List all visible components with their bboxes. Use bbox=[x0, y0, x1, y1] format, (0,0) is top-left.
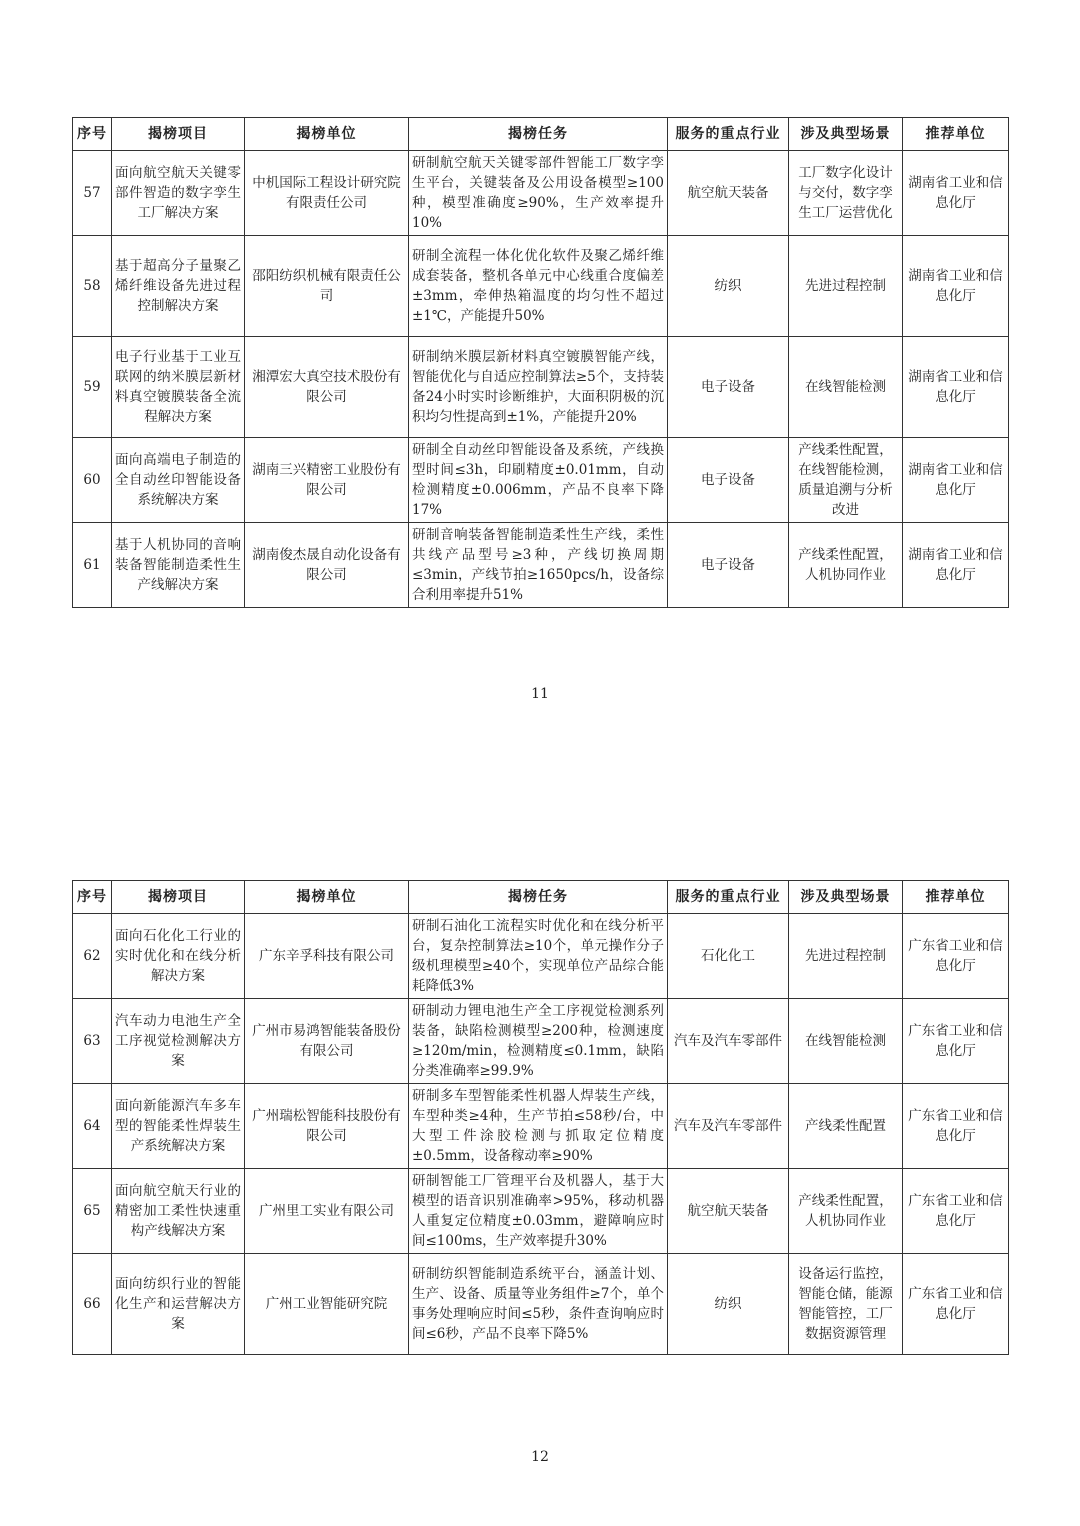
cell-no: 58 bbox=[73, 236, 112, 337]
header-project: 揭榜项目 bbox=[112, 118, 245, 151]
table-row bbox=[73, 999, 1009, 1084]
cell-scene: 产线柔性配置 bbox=[789, 1084, 903, 1169]
header-industry: 服务的重点行业 bbox=[668, 881, 789, 914]
cell-scene: 工厂数字化设计与交付，数字孪生工厂运营优化 bbox=[789, 151, 903, 236]
cell-task: 研制航空航天关键零部件智能工厂数字孪生平台，关键装备及公用设备模型≥100种，模型准确度≥90%，生产效率提升10% bbox=[409, 151, 668, 236]
cell-industry: 电子设备 bbox=[668, 438, 789, 523]
cell-industry: 电子设备 bbox=[668, 523, 789, 608]
header-unit: 揭榜单位 bbox=[245, 118, 409, 151]
cell-unit: 广州工业智能研究院 bbox=[245, 1254, 409, 1355]
header-scene: 涉及典型场景 bbox=[789, 881, 903, 914]
cell-no: 64 bbox=[73, 1084, 112, 1169]
cell-recommender: 广东省工业和信息化厅 bbox=[903, 1169, 1009, 1254]
cell-project: 面向新能源汽车多车型的智能柔性焊装生产系统解决方案 bbox=[112, 1084, 245, 1169]
cell-task: 研制智能工厂管理平台及机器人，基于大模型的语音识别准确率>95%，移动机器人重复定位精度±0.03mm，避障响应时间≤100ms，生产效率提升30% bbox=[409, 1169, 668, 1254]
table-row bbox=[73, 523, 1009, 608]
cell-project: 电子行业基于工业互联网的纳米膜层新材料真空镀膜装备全流程解决方案 bbox=[112, 337, 245, 438]
cell-industry: 航空航天装备 bbox=[668, 1169, 789, 1254]
table-body bbox=[73, 914, 1009, 1355]
cell-project: 面向石化化工行业的实时优化和在线分析解决方案 bbox=[112, 914, 245, 999]
cell-recommender: 湖南省工业和信息化厅 bbox=[903, 236, 1009, 337]
cell-project: 面向高端电子制造的全自动丝印智能设备系统解决方案 bbox=[112, 438, 245, 523]
cell-no: 61 bbox=[73, 523, 112, 608]
cell-recommender: 湖南省工业和信息化厅 bbox=[903, 438, 1009, 523]
cell-industry: 航空航天装备 bbox=[668, 151, 789, 236]
cell-scene: 设备运行监控，智能仓储，能源智能管控，工厂数据资源管理 bbox=[789, 1254, 903, 1355]
page-number: 12 bbox=[531, 1449, 549, 1465]
cell-recommender: 广东省工业和信息化厅 bbox=[903, 1084, 1009, 1169]
header-task: 揭榜任务 bbox=[409, 118, 668, 151]
table-page-11 bbox=[72, 117, 1009, 608]
cell-project: 基于人机协同的音响装备智能制造柔性生产线解决方案 bbox=[112, 523, 245, 608]
cell-unit: 广东辛孚科技有限公司 bbox=[245, 914, 409, 999]
cell-recommender: 广东省工业和信息化厅 bbox=[903, 914, 1009, 999]
header-task: 揭榜任务 bbox=[409, 881, 668, 914]
cell-no: 63 bbox=[73, 999, 112, 1084]
cell-unit: 中机国际工程设计研究院有限责任公司 bbox=[245, 151, 409, 236]
cell-no: 66 bbox=[73, 1254, 112, 1355]
cell-project: 基于超高分子量聚乙烯纤维设备先进过程控制解决方案 bbox=[112, 236, 245, 337]
cell-project: 面向航空航天关键零部件智造的数字孪生工厂解决方案 bbox=[112, 151, 245, 236]
cell-no: 62 bbox=[73, 914, 112, 999]
cell-task: 研制石油化工流程实时优化和在线分析平台，复杂控制算法≥10个，单元操作分子级机理模型≥40个，实现单位产品综合能耗降低3% bbox=[409, 914, 668, 999]
table-page-12 bbox=[72, 880, 1009, 1355]
cell-unit: 广州市易鸿智能装备股份有限公司 bbox=[245, 999, 409, 1084]
cell-task: 研制纳米膜层新材料真空镀膜智能产线，智能优化与自适应控制算法≥5个，支持装备24小时实时诊断维护，大面积阴极的沉积均匀性提高到±1%，产能提升20% bbox=[409, 337, 668, 438]
cell-task: 研制音响装备智能制造柔性生产线，柔性共线产品型号≥3种，产线切换周期≤3min，产线节拍≥1650pcs/h，设备综合利用率提升51% bbox=[409, 523, 668, 608]
table-row bbox=[73, 1084, 1009, 1169]
cell-unit: 广州瑞松智能科技股份有限公司 bbox=[245, 1084, 409, 1169]
cell-scene: 产线柔性配置，人机协同作业 bbox=[789, 523, 903, 608]
table-row bbox=[73, 438, 1009, 523]
cell-task: 研制全自动丝印智能设备及系统，产线换型时间≤3h，印刷精度±0.01mm，自动检测精度±0.006mm，产品不良率下降17% bbox=[409, 438, 668, 523]
cell-industry: 纺织 bbox=[668, 236, 789, 337]
header-unit: 揭榜单位 bbox=[245, 881, 409, 914]
cell-unit: 邵阳纺织机械有限责任公司 bbox=[245, 236, 409, 337]
table-row bbox=[73, 337, 1009, 438]
cell-industry: 汽车及汽车零部件 bbox=[668, 1084, 789, 1169]
table-row bbox=[73, 1169, 1009, 1254]
cell-recommender: 广东省工业和信息化厅 bbox=[903, 1254, 1009, 1355]
table-body bbox=[73, 151, 1009, 608]
table-row bbox=[73, 236, 1009, 337]
cell-no: 60 bbox=[73, 438, 112, 523]
cell-no: 57 bbox=[73, 151, 112, 236]
cell-task: 研制动力锂电池生产全工序视觉检测系列装备，缺陷检测模型≥200种，检测速度≥120m/min，检测精度≤0.1mm，缺陷分类准确率≥99.9% bbox=[409, 999, 668, 1084]
cell-industry: 电子设备 bbox=[668, 337, 789, 438]
cell-scene: 在线智能检测 bbox=[789, 999, 903, 1084]
header-no: 序号 bbox=[73, 881, 112, 914]
header-row bbox=[73, 881, 1009, 914]
cell-project: 汽车动力电池生产全工序视觉检测解决方案 bbox=[112, 999, 245, 1084]
header-row bbox=[73, 118, 1009, 151]
cell-unit: 湘潭宏大真空技术股份有限公司 bbox=[245, 337, 409, 438]
cell-task: 研制全流程一体化优化软件及聚乙烯纤维成套装备，整机各单元中心线重合度偏差±3mm，牵伸热箱温度的均匀性不超过±1℃，产能提升50% bbox=[409, 236, 668, 337]
cell-recommender: 湖南省工业和信息化厅 bbox=[903, 523, 1009, 608]
cell-recommender: 湖南省工业和信息化厅 bbox=[903, 151, 1009, 236]
header-recommender: 推荐单位 bbox=[903, 881, 1009, 914]
cell-unit: 湖南俊杰晟自动化设备有限公司 bbox=[245, 523, 409, 608]
cell-industry: 汽车及汽车零部件 bbox=[668, 999, 789, 1084]
cell-scene: 在线智能检测 bbox=[789, 337, 903, 438]
cell-industry: 石化化工 bbox=[668, 914, 789, 999]
cell-recommender: 湖南省工业和信息化厅 bbox=[903, 337, 1009, 438]
cell-unit: 广州里工实业有限公司 bbox=[245, 1169, 409, 1254]
cell-scene: 先进过程控制 bbox=[789, 914, 903, 999]
cell-unit: 湖南三兴精密工业股份有限公司 bbox=[245, 438, 409, 523]
header-industry: 服务的重点行业 bbox=[668, 118, 789, 151]
cell-scene: 产线柔性配置，人机协同作业 bbox=[789, 1169, 903, 1254]
header-no: 序号 bbox=[73, 118, 112, 151]
cell-project: 面向航空航天行业的精密加工柔性快速重构产线解决方案 bbox=[112, 1169, 245, 1254]
cell-task: 研制纺织智能制造系统平台，涵盖计划、生产、设备、质量等业务组件≥7个，单个事务处理响应时间≤5秒，条件查询响应时间≤6秒，产品不良率下降5% bbox=[409, 1254, 668, 1355]
cell-task: 研制多车型智能柔性机器人焊装生产线，车型种类≥4种，生产节拍≤58秒/台，中大型工件涂胶检测与抓取定位精度±0.5mm，设备稼动率≥90% bbox=[409, 1084, 668, 1169]
cell-recommender: 广东省工业和信息化厅 bbox=[903, 999, 1009, 1084]
cell-no: 59 bbox=[73, 337, 112, 438]
header-project: 揭榜项目 bbox=[112, 881, 245, 914]
cell-scene: 产线柔性配置，在线智能检测，质量追溯与分析改进 bbox=[789, 438, 903, 523]
header-scene: 涉及典型场景 bbox=[789, 118, 903, 151]
table-row bbox=[73, 914, 1009, 999]
table-row bbox=[73, 1254, 1009, 1355]
cell-project: 面向纺织行业的智能化生产和运营解决方案 bbox=[112, 1254, 245, 1355]
page-number: 11 bbox=[531, 686, 549, 702]
header-recommender: 推荐单位 bbox=[903, 118, 1009, 151]
cell-no: 65 bbox=[73, 1169, 112, 1254]
cell-scene: 先进过程控制 bbox=[789, 236, 903, 337]
table-row bbox=[73, 151, 1009, 236]
cell-industry: 纺织 bbox=[668, 1254, 789, 1355]
